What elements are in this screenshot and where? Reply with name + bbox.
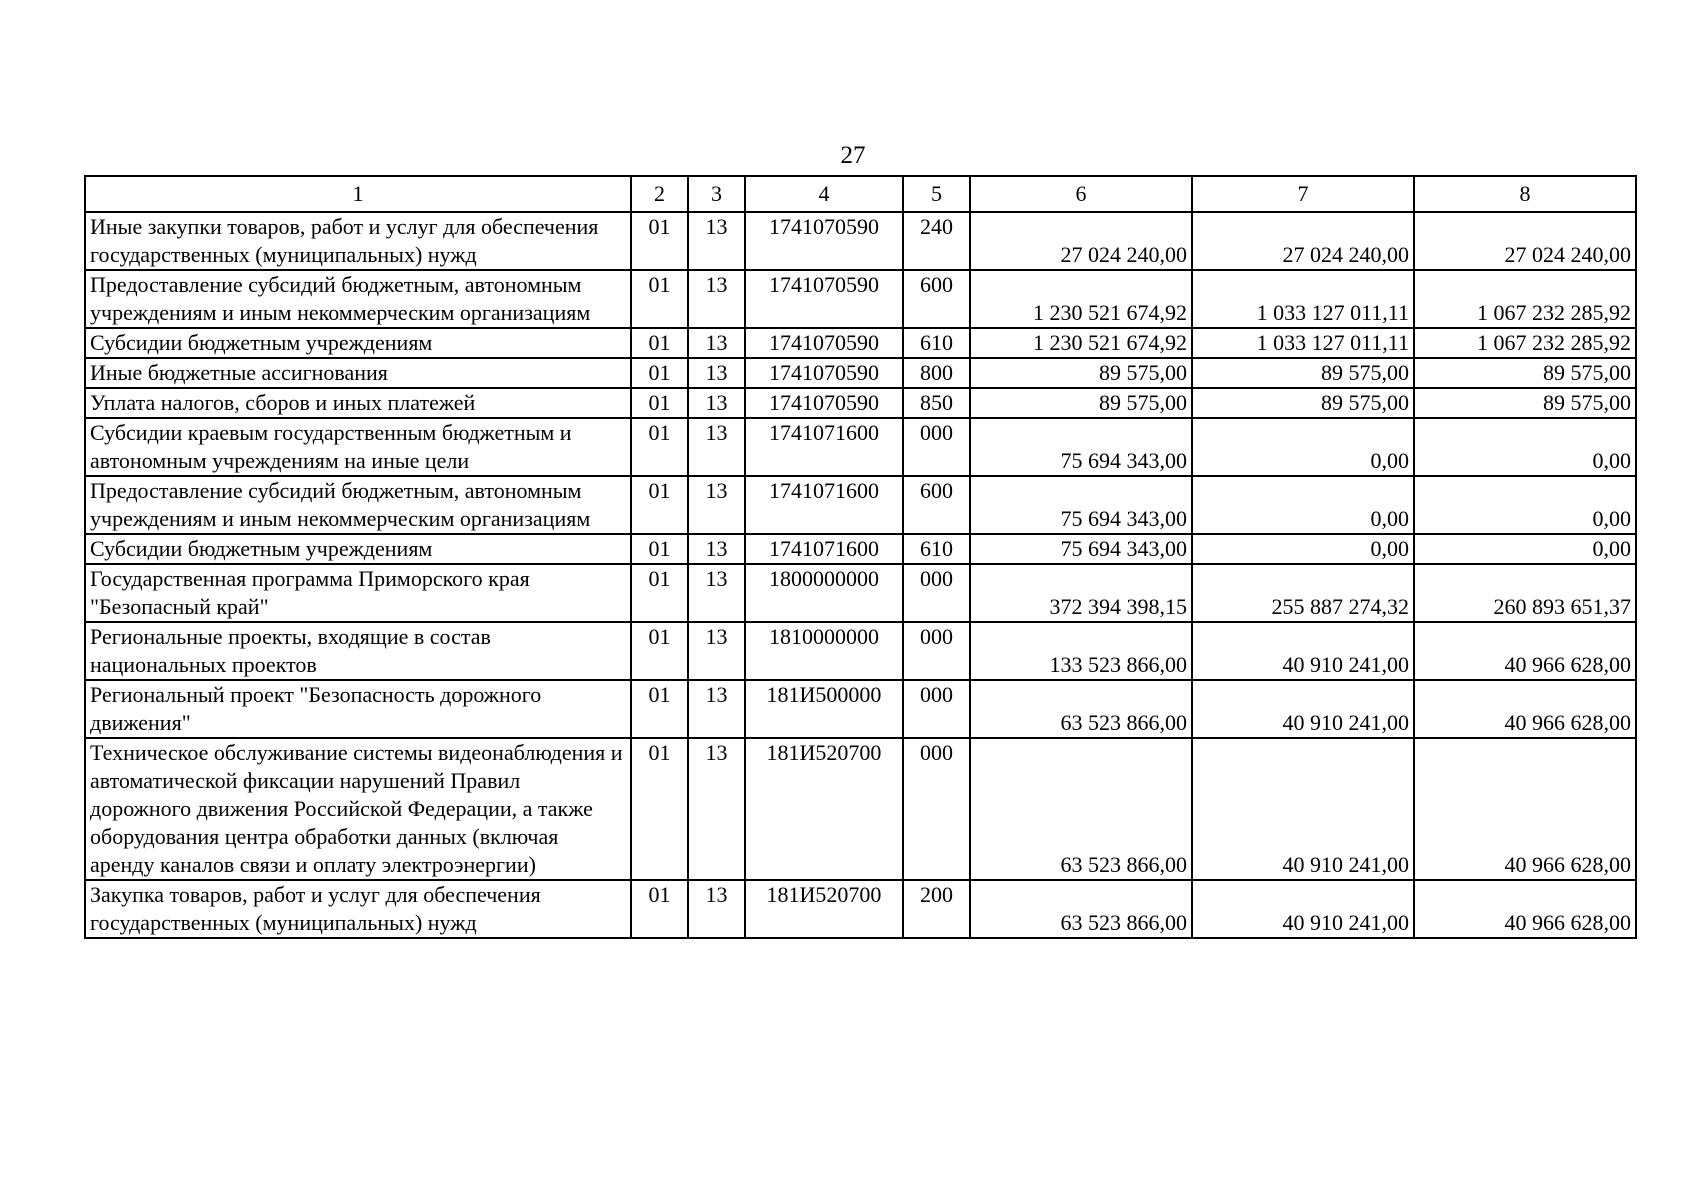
table-row xyxy=(85,328,1636,358)
subsection-code: 13 xyxy=(688,738,745,880)
expense-type-code: 600 xyxy=(903,270,970,328)
row-name: Региональный проект "Безопасность дорожного движения" xyxy=(85,680,631,738)
section-code: 01 xyxy=(631,622,688,680)
amount-col-7: 89 575,00 xyxy=(1192,388,1414,418)
amount-col-7: 0,00 xyxy=(1192,534,1414,564)
section-code: 01 xyxy=(631,680,688,738)
table-row xyxy=(85,476,1636,534)
expense-type-code: 600 xyxy=(903,476,970,534)
table-row xyxy=(85,880,1636,938)
table-row xyxy=(85,358,1636,388)
expense-type-code: 610 xyxy=(903,534,970,564)
row-name: Иные закупки товаров, работ и услуг для обеспечения государственных (муниципальных) нужд xyxy=(85,212,631,270)
amount-col-6: 75 694 343,00 xyxy=(970,476,1192,534)
amount-col-7: 27 024 240,00 xyxy=(1192,212,1414,270)
row-name: Техническое обслуживание системы видеонаблюдения и автоматической фиксации нарушений Правил дорожного движения Российской Федерации, а также оборудования центра обработки данных (включая аренду каналов связи и оплату электроэнергии) xyxy=(85,738,631,880)
amount-col-8: 89 575,00 xyxy=(1414,358,1636,388)
expense-type-code: 610 xyxy=(903,328,970,358)
expense-type-code: 240 xyxy=(903,212,970,270)
section-code: 01 xyxy=(631,358,688,388)
amount-col-8: 89 575,00 xyxy=(1414,388,1636,418)
table-row xyxy=(85,270,1636,328)
amount-col-8: 40 966 628,00 xyxy=(1414,622,1636,680)
amount-col-6: 63 523 866,00 xyxy=(970,738,1192,880)
subsection-code: 13 xyxy=(688,328,745,358)
amount-col-7: 0,00 xyxy=(1192,476,1414,534)
subsection-code: 13 xyxy=(688,564,745,622)
expense-type-code: 200 xyxy=(903,880,970,938)
table-row xyxy=(85,418,1636,476)
expense-type-code: 000 xyxy=(903,622,970,680)
table-row xyxy=(85,622,1636,680)
amount-col-6: 27 024 240,00 xyxy=(970,212,1192,270)
section-code: 01 xyxy=(631,880,688,938)
column-header: 5 xyxy=(903,176,970,212)
expense-type-code: 800 xyxy=(903,358,970,388)
expense-type-code: 000 xyxy=(903,418,970,476)
amount-col-7: 40 910 241,00 xyxy=(1192,738,1414,880)
section-code: 01 xyxy=(631,388,688,418)
subsection-code: 13 xyxy=(688,212,745,270)
subsection-code: 13 xyxy=(688,476,745,534)
target-article-code: 1810000000 xyxy=(745,622,903,680)
column-header: 2 xyxy=(631,176,688,212)
amount-col-8: 40 966 628,00 xyxy=(1414,738,1636,880)
subsection-code: 13 xyxy=(688,270,745,328)
section-code: 01 xyxy=(631,564,688,622)
expense-type-code: 000 xyxy=(903,680,970,738)
amount-col-8: 0,00 xyxy=(1414,534,1636,564)
target-article-code: 1741070590 xyxy=(745,212,903,270)
amount-col-8: 0,00 xyxy=(1414,418,1636,476)
row-name: Государственная программа Приморского края "Безопасный край" xyxy=(85,564,631,622)
target-article-code: 1741071600 xyxy=(745,418,903,476)
target-article-code: 181И520700 xyxy=(745,738,903,880)
amount-col-6: 75 694 343,00 xyxy=(970,534,1192,564)
target-article-code: 1800000000 xyxy=(745,564,903,622)
section-code: 01 xyxy=(631,270,688,328)
subsection-code: 13 xyxy=(688,622,745,680)
amount-col-6: 1 230 521 674,92 xyxy=(970,328,1192,358)
table-row xyxy=(85,738,1636,880)
amount-col-6: 1 230 521 674,92 xyxy=(970,270,1192,328)
row-name: Субсидии краевым государственным бюджетным и автономным учреждениям на иные цели xyxy=(85,418,631,476)
table-row xyxy=(85,212,1636,270)
section-code: 01 xyxy=(631,212,688,270)
expense-type-code: 000 xyxy=(903,564,970,622)
target-article-code: 181И500000 xyxy=(745,680,903,738)
amount-col-7: 40 910 241,00 xyxy=(1192,880,1414,938)
table-row xyxy=(85,534,1636,564)
table-row xyxy=(85,680,1636,738)
expense-type-code: 000 xyxy=(903,738,970,880)
amount-col-8: 0,00 xyxy=(1414,476,1636,534)
subsection-code: 13 xyxy=(688,358,745,388)
section-code: 01 xyxy=(631,328,688,358)
header-row xyxy=(85,176,1636,212)
target-article-code: 1741070590 xyxy=(745,358,903,388)
column-header: 7 xyxy=(1192,176,1414,212)
amount-col-6: 372 394 398,15 xyxy=(970,564,1192,622)
column-header: 3 xyxy=(688,176,745,212)
amount-col-6: 75 694 343,00 xyxy=(970,418,1192,476)
subsection-code: 13 xyxy=(688,534,745,564)
amount-col-8: 1 067 232 285,92 xyxy=(1414,270,1636,328)
row-name: Субсидии бюджетным учреждениям xyxy=(85,534,631,564)
amount-col-7: 1 033 127 011,11 xyxy=(1192,328,1414,358)
amount-col-6: 89 575,00 xyxy=(970,358,1192,388)
row-name: Субсидии бюджетным учреждениям xyxy=(85,328,631,358)
amount-col-7: 40 910 241,00 xyxy=(1192,622,1414,680)
target-article-code: 1741070590 xyxy=(745,270,903,328)
section-code: 01 xyxy=(631,738,688,880)
target-article-code: 1741070590 xyxy=(745,328,903,358)
amount-col-8: 260 893 651,37 xyxy=(1414,564,1636,622)
amount-col-7: 1 033 127 011,11 xyxy=(1192,270,1414,328)
table-row xyxy=(85,388,1636,418)
row-name: Иные бюджетные ассигнования xyxy=(85,358,631,388)
subsection-code: 13 xyxy=(688,418,745,476)
subsection-code: 13 xyxy=(688,880,745,938)
target-article-code: 181И520700 xyxy=(745,880,903,938)
row-name: Закупка товаров, работ и услуг для обеспечения государственных (муниципальных) нужд xyxy=(85,880,631,938)
page-number: 27 xyxy=(840,142,866,169)
section-code: 01 xyxy=(631,476,688,534)
column-header: 8 xyxy=(1414,176,1636,212)
amount-col-6: 133 523 866,00 xyxy=(970,622,1192,680)
row-name: Региональные проекты, входящие в состав национальных проектов xyxy=(85,622,631,680)
amount-col-6: 89 575,00 xyxy=(970,388,1192,418)
amount-col-7: 255 887 274,32 xyxy=(1192,564,1414,622)
section-code: 01 xyxy=(631,418,688,476)
expense-type-code: 850 xyxy=(903,388,970,418)
amount-col-6: 63 523 866,00 xyxy=(970,880,1192,938)
row-name: Уплата налогов, сборов и иных платежей xyxy=(85,388,631,418)
column-header: 6 xyxy=(970,176,1192,212)
target-article-code: 1741071600 xyxy=(745,476,903,534)
amount-col-8: 1 067 232 285,92 xyxy=(1414,328,1636,358)
budget-table xyxy=(84,175,1637,939)
amount-col-8: 40 966 628,00 xyxy=(1414,880,1636,938)
section-code: 01 xyxy=(631,534,688,564)
row-name: Предоставление субсидий бюджетным, автономным учреждениям и иным некоммерческим организациям xyxy=(85,270,631,328)
table-row xyxy=(85,564,1636,622)
target-article-code: 1741071600 xyxy=(745,534,903,564)
amount-col-6: 63 523 866,00 xyxy=(970,680,1192,738)
amount-col-8: 40 966 628,00 xyxy=(1414,680,1636,738)
subsection-code: 13 xyxy=(688,388,745,418)
column-header: 1 xyxy=(85,176,631,212)
row-name: Предоставление субсидий бюджетным, автономным учреждениям и иным некоммерческим организациям xyxy=(85,476,631,534)
amount-col-8: 27 024 240,00 xyxy=(1414,212,1636,270)
target-article-code: 1741070590 xyxy=(745,388,903,418)
amount-col-7: 89 575,00 xyxy=(1192,358,1414,388)
amount-col-7: 0,00 xyxy=(1192,418,1414,476)
subsection-code: 13 xyxy=(688,680,745,738)
amount-col-7: 40 910 241,00 xyxy=(1192,680,1414,738)
column-header: 4 xyxy=(745,176,903,212)
